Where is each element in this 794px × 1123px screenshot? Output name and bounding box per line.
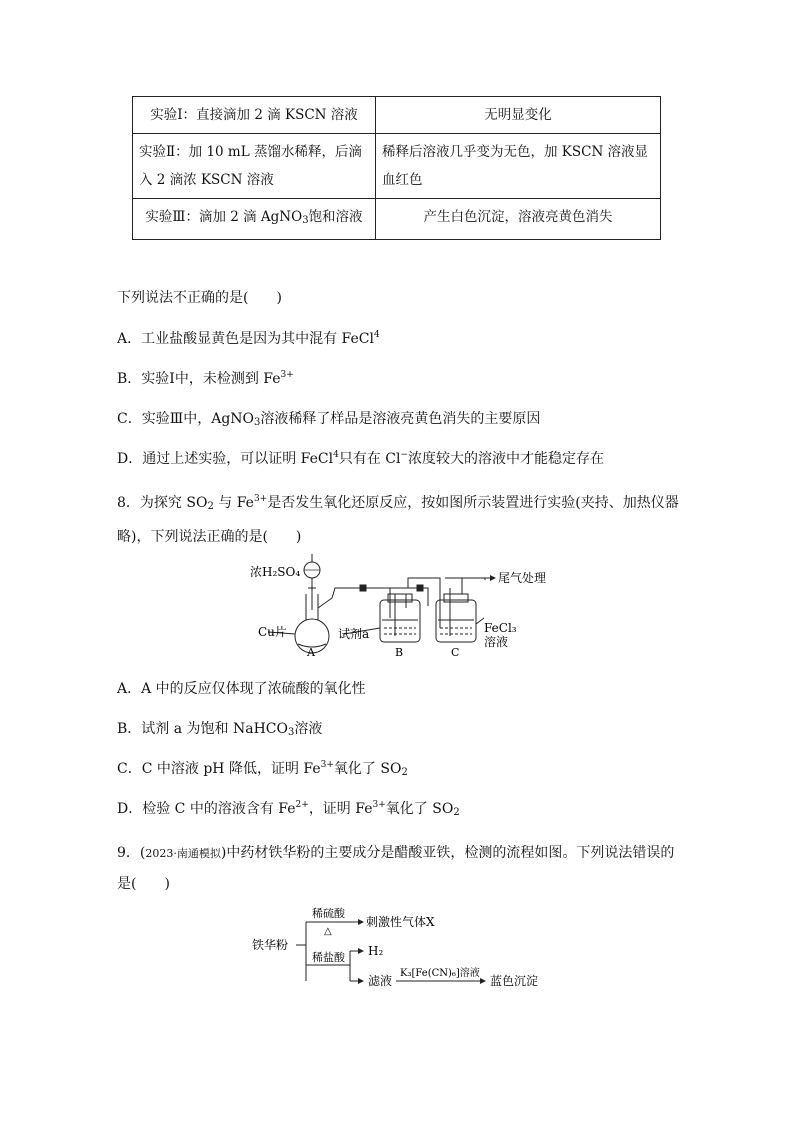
table-cell: 无明显变化 xyxy=(376,97,661,134)
flow-reagent-bottom: 稀盐酸 xyxy=(312,951,345,964)
flow-product-h2: H₂ xyxy=(368,944,384,958)
heat-symbol: △ xyxy=(324,926,332,937)
option-d: D．检验 C 中的溶液含有 $Fe^{2+}$，证明 $Fe^{3+}$氧化了 $SO_2$ xyxy=(117,800,460,818)
table-row xyxy=(133,199,661,240)
table-cell: 产生白色沉淀，溶液亮黄色消失 xyxy=(376,199,661,240)
flow-chart xyxy=(250,905,550,995)
table-row xyxy=(133,134,661,199)
table-row xyxy=(133,97,661,134)
option-c: C．C 中溶液 pH 降低，证明 $Fe^{3+}$氧化了 $SO_2$ xyxy=(117,760,408,778)
option-c: C．实验Ⅲ中，AgNO$_3$溶液稀释了样品是溶液亮黄色消失的主要原因 xyxy=(117,411,541,428)
bottle-b-label: B xyxy=(395,646,404,659)
table-cell: 实验Ⅱ：加 10 mL 蒸馏水稀释，后滴入 2 滴浓 KSCN 溶液 xyxy=(133,134,376,199)
question-stem: 9．(2023·南通模拟)中药材铁华粉的主要成分是醋酸亚铁，检测的流程如图。下列说法错误的是( ) xyxy=(117,845,675,892)
table-cell: 实验Ⅲ：滴加 2 滴 AgNO$_3$饱和溶液 xyxy=(133,199,376,240)
reagent-label: 试剂a xyxy=(338,627,370,641)
option-a: A．A 中的反应仅体现了浓硫酸的氧化性 xyxy=(117,681,366,697)
option-b: B．试剂 a 为饱和 NaHCO$_3$溶液 xyxy=(117,721,323,738)
flow-result: 蓝色沉淀 xyxy=(490,974,539,988)
flow-test-reagent: K₃[Fe(CN)₆]溶液 xyxy=(400,968,480,979)
table-cell: 实验Ⅰ：直接滴加 2 滴 KSCN 溶液 xyxy=(133,97,376,134)
fecl3-label: FeCl₃ xyxy=(484,621,517,635)
flask-label: A xyxy=(307,646,315,659)
flow-start: 铁华粉 xyxy=(252,938,289,952)
flow-reagent-top: 稀硫酸 xyxy=(312,907,345,920)
question-stem: 下列说法不正确的是( ) xyxy=(117,290,282,306)
bottle-c-label: C xyxy=(451,646,460,659)
option-a: A．工业盐酸显黄色是因为其中混有 FeCl$^4$ xyxy=(117,330,380,347)
cu-label: Cu片 xyxy=(258,625,287,639)
experiment-table xyxy=(132,96,661,240)
flow-filtrate: 滤液 xyxy=(368,974,393,988)
table-cell: 稀释后溶液几乎变为无色，加 KSCN 溶液显血红色 xyxy=(376,134,661,199)
flow-product-top: 刺激性气体X xyxy=(366,915,435,929)
option-b: B．实验Ⅰ中，未检测到 $Fe^{3+}$ xyxy=(117,370,294,387)
exhaust-label: 尾气处理 xyxy=(498,571,547,585)
apparatus-diagram xyxy=(240,548,560,660)
option-d: D．通过上述实验，可以证明 FeCl$^4$只有在 Cl−浓度较大的溶液中才能稳定存在 xyxy=(117,450,605,467)
solution-label: 溶液 xyxy=(484,635,509,649)
acid-label: 浓H₂SO₄ xyxy=(250,565,301,579)
question-stem: 8．为探究 $SO_2$ 与 $Fe^{3+}$是否发生氧化还原反应，按如图所示装置进行实验(夹持、加热仪器略)，下列说法正确的是( ) xyxy=(117,494,679,545)
